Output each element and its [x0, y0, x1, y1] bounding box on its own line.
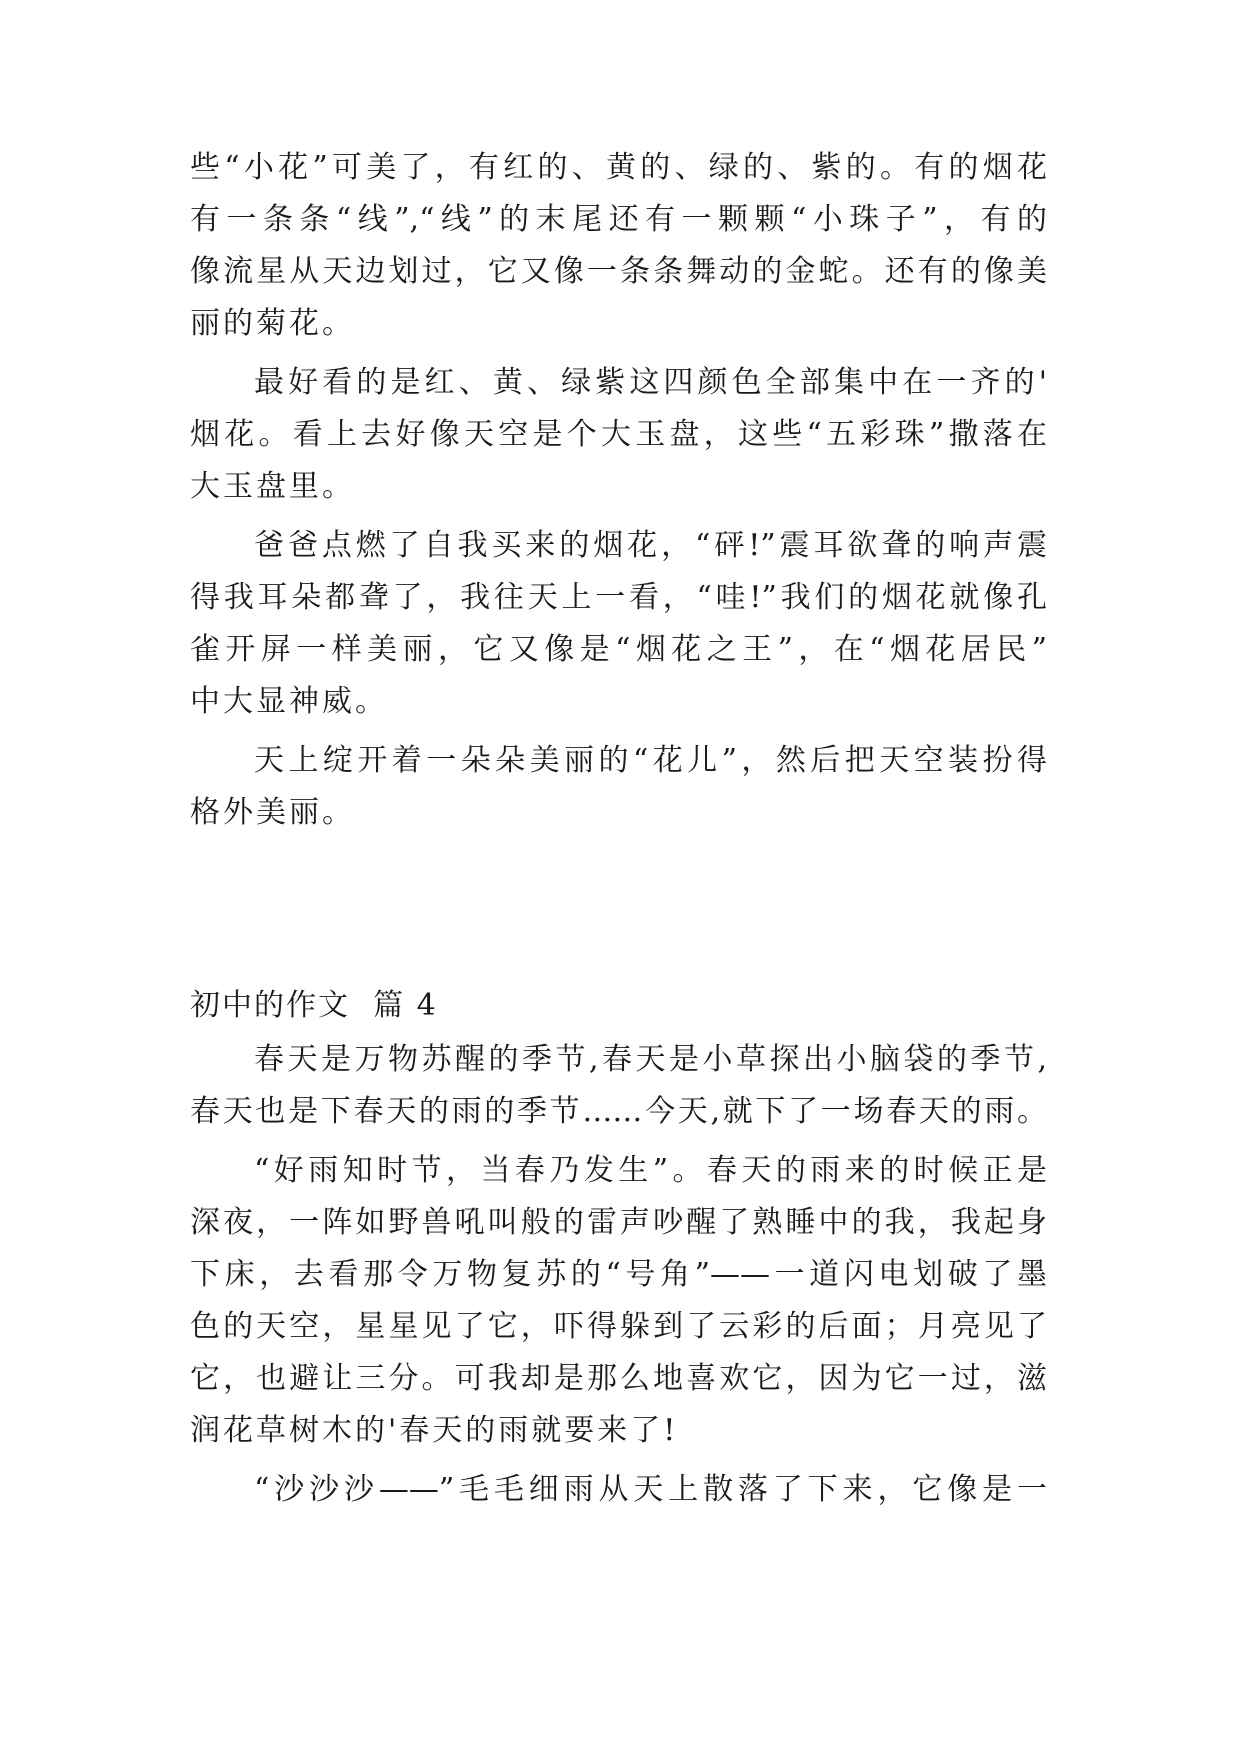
paragraph-line: 雀开屏一样美丽，它又像是“烟花之王”，在“烟花居民” — [190, 632, 1047, 667]
paragraph-line: “沙沙沙——”毛毛细雨从天上散落了下来，它像是一 — [254, 1472, 1047, 1507]
paragraph-line: 最好看的是红、黄、绿紫这四颜色全部集中在一齐的' — [254, 365, 1047, 400]
paragraph-line: 丽的菊花。 — [190, 306, 355, 341]
paragraph-line: 格外美丽。 — [190, 795, 355, 830]
paragraph-line: 它，也避让三分。可我却是那么地喜欢它，因为它一过，滋 — [190, 1361, 1047, 1396]
paragraph-line: 像流星从天边划过，它又像一条条舞动的金蛇。还有的像美 — [190, 254, 1047, 289]
paragraph-line: 些“小花”可美了，有红的、黄的、绿的、紫的。有的烟花 — [190, 150, 1047, 185]
paragraph-line: 中大显神威。 — [190, 684, 388, 719]
paragraph-line: 爸爸点燃了自我买来的烟花，“砰!”震耳欲聋的响声震 — [254, 528, 1047, 563]
paragraph-line: 下床，去看那令万物复苏的“号角”——一道闪电划破了墨 — [190, 1257, 1047, 1292]
paragraph-line: 色的天空，星星见了它，吓得躲到了云彩的后面；月亮见了 — [190, 1309, 1047, 1344]
paragraph-line: 得我耳朵都聋了，我往天上一看，“哇!”我们的烟花就像孔 — [190, 580, 1047, 615]
paragraph-line: 润花草树木的'春天的雨就要来了! — [190, 1413, 679, 1448]
paragraph-line: 烟花。看上去好像天空是个大玉盘，这些“五彩珠”撒落在 — [190, 417, 1047, 452]
paragraph-line: 春天也是下春天的雨的季节……今天,就下了一场春天的雨。 — [190, 1094, 1047, 1129]
paragraph-line: 有一条条“线”,“线”的末尾还有一颗颗“小珠子”，有的 — [190, 202, 1047, 237]
paragraph-line: 春天是万物苏醒的季节,春天是小草探出小脑袋的季节, — [254, 1042, 1047, 1077]
paragraph-line: 天上绽开着一朵朵美丽的“花儿”，然后把天空装扮得 — [254, 743, 1047, 778]
paragraph-line: 大玉盘里。 — [190, 469, 355, 504]
section-heading: 初中的作文 篇 4 — [190, 988, 438, 1023]
paragraph-line: 深夜，一阵如野兽吼叫般的雷声吵醒了熟睡中的我，我起身 — [190, 1205, 1047, 1240]
paragraph-line: “好雨知时节，当春乃发生”。春天的雨来的时候正是 — [254, 1153, 1047, 1188]
